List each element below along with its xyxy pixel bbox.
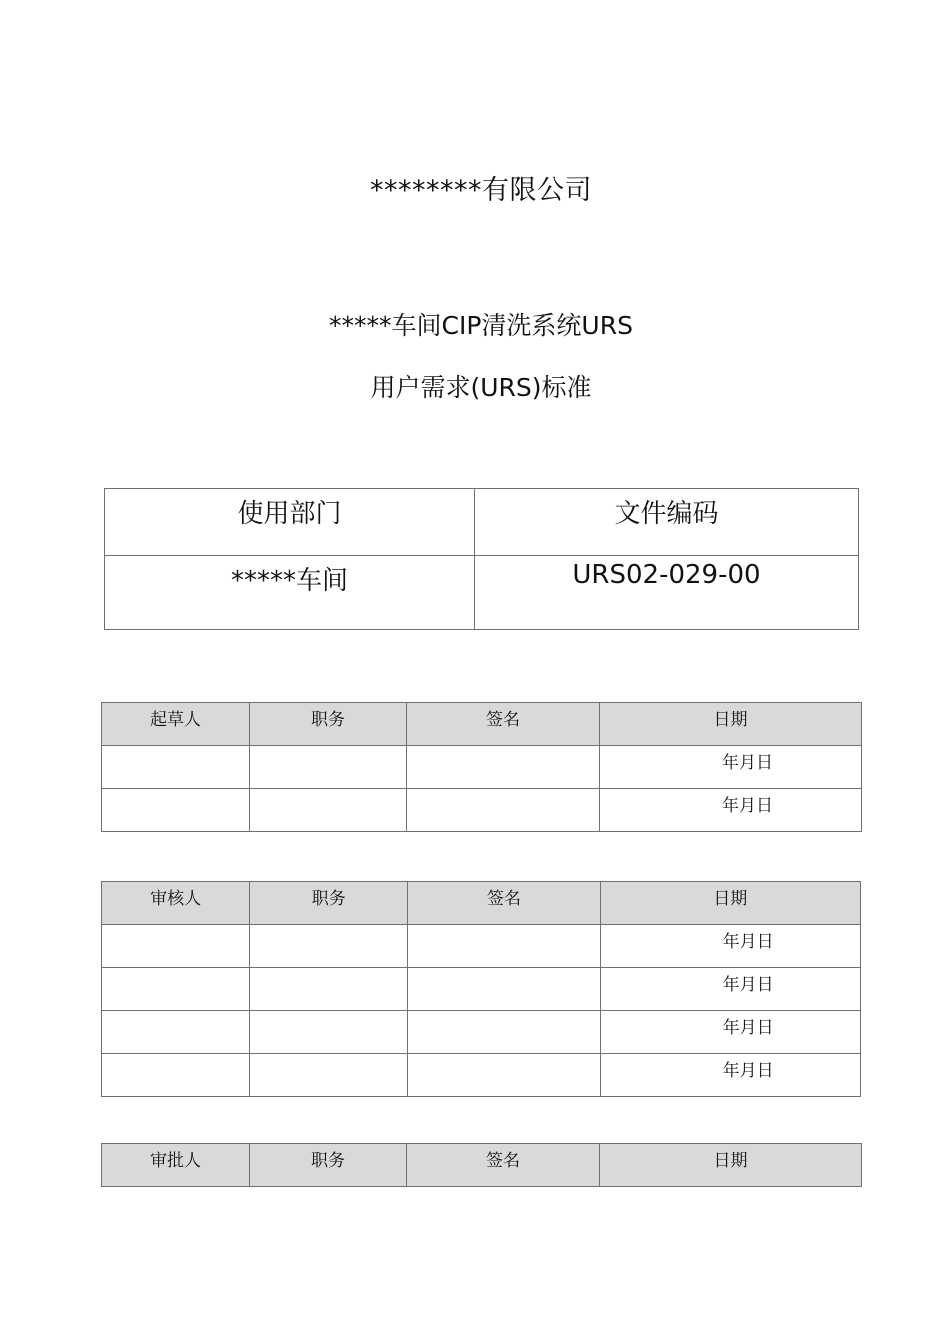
- table-row: [102, 1011, 861, 1054]
- approver-header: 审批人: [102, 1144, 250, 1187]
- position-header: 职务: [250, 703, 407, 746]
- approver-table: [101, 1143, 862, 1187]
- date-cell: 年月日: [600, 746, 862, 789]
- signature-header: 签名: [408, 882, 600, 925]
- signature-header: 签名: [407, 1144, 600, 1187]
- reviewer-table: [101, 881, 861, 1097]
- signature-cell: [408, 1011, 600, 1054]
- signature-cell: [408, 925, 600, 968]
- doc-code-value: URS02-029-00: [475, 556, 859, 630]
- department-value: *****车间: [105, 556, 475, 630]
- drafter-name-cell: [102, 746, 250, 789]
- date-cell: 年月日: [600, 789, 862, 832]
- document-info-table: [104, 488, 859, 630]
- reviewer-name-cell: [102, 1011, 250, 1054]
- reviewer-name-cell: [102, 968, 250, 1011]
- position-cell: [250, 789, 407, 832]
- position-cell: [250, 1011, 408, 1054]
- department-label: 使用部门: [105, 489, 475, 556]
- date-header: 日期: [600, 1144, 862, 1187]
- drafter-header: 起草人: [102, 703, 250, 746]
- company-name: ********有限公司: [370, 175, 592, 206]
- date-cell: 年月日: [600, 1054, 860, 1097]
- table-row: [102, 968, 861, 1011]
- drafter-header-row: [102, 703, 862, 746]
- table-row: [102, 746, 862, 789]
- date-cell: 年月日: [600, 925, 860, 968]
- drafter-table: [101, 702, 862, 832]
- signature-header: 签名: [407, 703, 600, 746]
- signature-cell: [407, 789, 600, 832]
- position-cell: [250, 968, 408, 1011]
- document-subtitle: 用户需求(URS)标准: [370, 373, 592, 402]
- info-value-row: [105, 556, 859, 630]
- position-header: 职务: [250, 882, 408, 925]
- reviewer-header-row: [102, 882, 861, 925]
- signature-cell: [408, 968, 600, 1011]
- approver-header-row: [102, 1144, 862, 1187]
- position-cell: [250, 925, 408, 968]
- date-cell: 年月日: [600, 968, 860, 1011]
- date-cell: 年月日: [600, 1011, 860, 1054]
- signature-cell: [407, 746, 600, 789]
- reviewer-name-cell: [102, 925, 250, 968]
- position-cell: [250, 1054, 408, 1097]
- drafter-name-cell: [102, 789, 250, 832]
- reviewer-name-cell: [102, 1054, 250, 1097]
- table-row: [102, 925, 861, 968]
- position-header: 职务: [250, 1144, 407, 1187]
- reviewer-header: 审核人: [102, 882, 250, 925]
- table-row: [102, 1054, 861, 1097]
- doc-code-label: 文件编码: [475, 489, 859, 556]
- info-header-row: [105, 489, 859, 556]
- signature-cell: [408, 1054, 600, 1097]
- document-title: *****车间CIP清洗系统URS: [329, 311, 633, 340]
- date-header: 日期: [600, 703, 862, 746]
- date-header: 日期: [600, 882, 860, 925]
- position-cell: [250, 746, 407, 789]
- table-row: [102, 789, 862, 832]
